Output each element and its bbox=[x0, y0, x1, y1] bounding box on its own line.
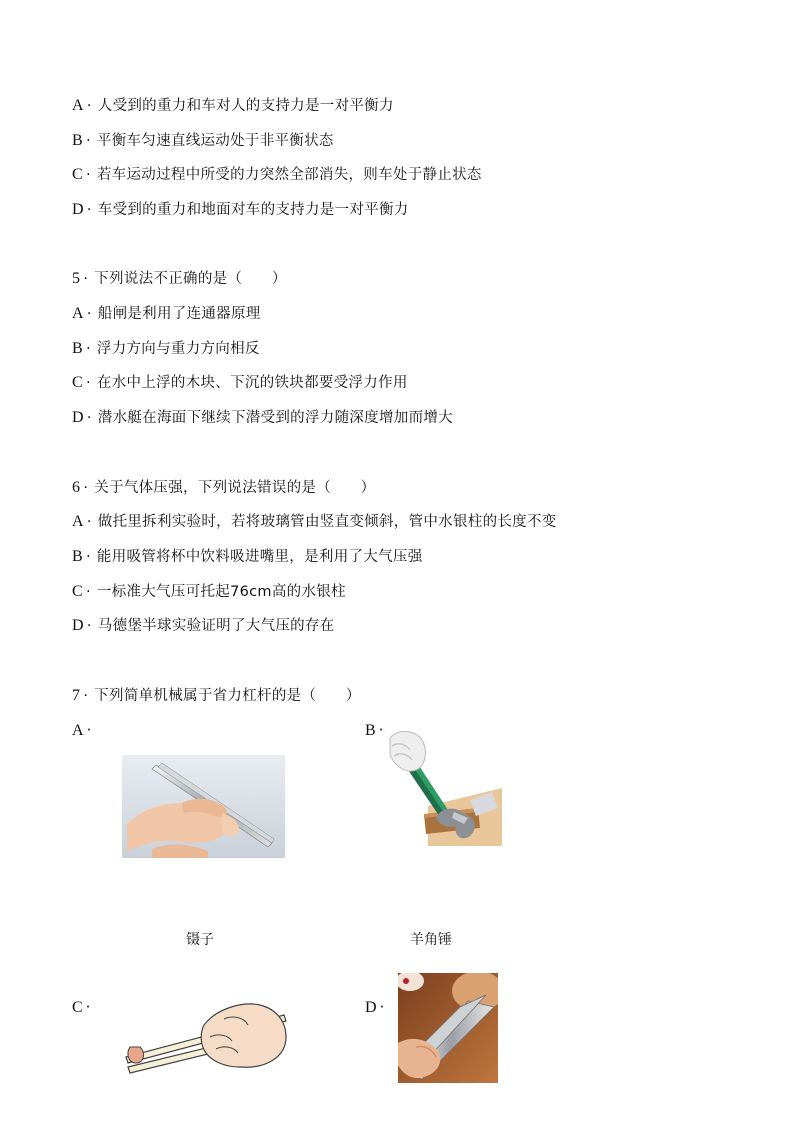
q5-option-b: B · 浮力方向与重力方向相反 bbox=[72, 340, 260, 357]
option-text: 一标准大气压可托起76cm高的水银柱 bbox=[96, 584, 346, 600]
question-number: 6 bbox=[72, 479, 81, 496]
option-label: C bbox=[72, 166, 83, 183]
q7-stem: 7 · 下列简单机械属于省力杠杆的是（ ） bbox=[72, 687, 361, 704]
q4-option-d: D · 车受到的重力和地面对车的支持力是一对平衡力 bbox=[72, 201, 409, 218]
option-text: 若车运动过程中所受的力突然全部消失，则车处于静止状态 bbox=[96, 167, 482, 183]
option-label: C bbox=[72, 374, 83, 391]
q5-stem: 5 · 下列说法不正确的是（ ） bbox=[72, 270, 287, 287]
option-text: 船闸是利用了连通器原理 bbox=[97, 306, 261, 322]
option-text: 做托里拆利实验时，若将玻璃管由竖直变倾斜，管中水银柱的长度不变 bbox=[97, 514, 557, 530]
claw-hammer-photo bbox=[388, 728, 502, 846]
question-text: 下列说法不正确的是（ ） bbox=[94, 271, 287, 287]
q7-option-a-label: A · bbox=[72, 721, 92, 739]
option-label: A bbox=[72, 305, 84, 322]
question-text: 关于气体压强，下列说法错误的是（ ） bbox=[94, 480, 376, 496]
q6-option-a: A · 做托里拆利实验时，若将玻璃管由竖直变倾斜，管中水银柱的长度不变 bbox=[72, 513, 557, 530]
chopsticks-drawing bbox=[120, 997, 290, 1075]
option-text: 平衡车匀速直线运动处于非平衡状态 bbox=[96, 133, 334, 149]
q5-option-c: C · 在水中上浮的木块、下沉的铁块都要受浮力作用 bbox=[72, 374, 408, 391]
option-text: 在水中上浮的木块、下沉的铁块都要受浮力作用 bbox=[96, 375, 408, 391]
option-text: 车受到的重力和地面对车的支持力是一对平衡力 bbox=[97, 202, 409, 218]
q6-option-c: C · 一标准大气压可托起76cm高的水银柱 bbox=[72, 583, 346, 600]
q7-option-b-caption: 羊角锤 bbox=[410, 932, 452, 948]
option-text: 潜水艇在海面下继续下潜受到的浮力随深度增加而增大 bbox=[97, 410, 453, 426]
q7-option-b-label: B · bbox=[365, 721, 384, 739]
option-label: D bbox=[72, 409, 84, 426]
q5-option-a: A · 船闸是利用了连通器原理 bbox=[72, 305, 261, 322]
q7-option-d-label: D · bbox=[365, 998, 385, 1016]
question-text: 下列简单机械属于省力杠杆的是（ ） bbox=[94, 688, 361, 704]
option-text: 马德堡半球实验证明了大气压的存在 bbox=[97, 618, 335, 634]
option-label: C bbox=[72, 583, 83, 600]
option-label: A bbox=[72, 513, 84, 530]
option-text: 浮力方向与重力方向相反 bbox=[96, 341, 260, 357]
option-text: 能用吸管将杯中饮料吸进嘴里，是利用了大气压强 bbox=[96, 549, 423, 565]
option-label: D bbox=[72, 201, 84, 218]
tweezers-photo bbox=[122, 755, 285, 858]
q4-option-a: A · 人受到的重力和车对人的支持力是一对平衡力 bbox=[72, 97, 394, 114]
q7-option-a-caption: 镊子 bbox=[186, 932, 214, 948]
q4-option-b: B · 平衡车匀速直线运动处于非平衡状态 bbox=[72, 132, 334, 149]
q6-option-d: D · 马德堡半球实验证明了大气压的存在 bbox=[72, 617, 335, 634]
option-label: B bbox=[72, 548, 83, 565]
question-number: 7 bbox=[72, 687, 81, 704]
q6-stem: 6 · 关于气体压强，下列说法错误的是（ ） bbox=[72, 479, 376, 496]
option-text: 人受到的重力和车对人的支持力是一对平衡力 bbox=[97, 98, 394, 114]
option-label: D bbox=[72, 617, 84, 634]
q6-option-b: B · 能用吸管将杯中饮料吸进嘴里，是利用了大气压强 bbox=[72, 548, 423, 565]
food-tongs-photo bbox=[398, 973, 498, 1083]
question-number: 5 bbox=[72, 270, 81, 287]
q5-option-d: D · 潜水艇在海面下继续下潜受到的浮力随深度增加而增大 bbox=[72, 409, 453, 426]
option-label: B bbox=[72, 132, 83, 149]
q4-option-c: C · 若车运动过程中所受的力突然全部消失，则车处于静止状态 bbox=[72, 166, 482, 183]
option-label: A bbox=[72, 97, 84, 114]
q7-option-c-label: C · bbox=[72, 998, 91, 1016]
option-label: B bbox=[72, 340, 83, 357]
